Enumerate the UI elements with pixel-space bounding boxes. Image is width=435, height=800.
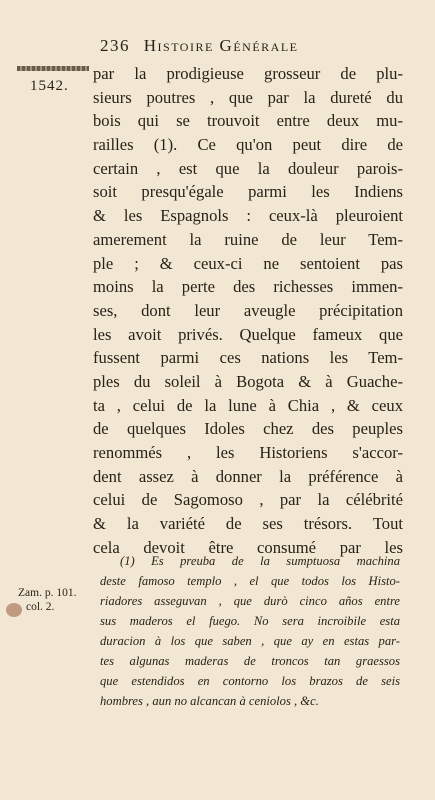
- text-line: par la prodigieuse grosseur de plu-: [93, 64, 403, 83]
- text-line: de quelques Idoles chez des peuples: [93, 419, 403, 439]
- margin-reference-line: col. 2.: [26, 601, 55, 613]
- running-title: Histoire Générale: [143, 36, 299, 55]
- text-line: dent assez à donner la préférence à: [93, 466, 403, 486]
- text-line: sieurs poutres , que par la dureté du: [93, 87, 403, 107]
- footnote-line: que estendidos en contorno los brazos de seis: [100, 674, 400, 688]
- text-line: fussent parmi ces nations les Tem-: [93, 348, 403, 368]
- footnote-line: sus maderos el fuego. No sera incroibile esta: [100, 614, 400, 628]
- footnote-line: hombres , aun no alcancan à ceniolos , &c.: [100, 694, 319, 708]
- text-line: bois qui se trouvoit entre deux mu-: [93, 111, 403, 131]
- text-line: ple ; & ceux-ci ne sentoient pas: [93, 253, 403, 273]
- text-line: soit presqu'égale parmi les Indiens: [93, 182, 403, 202]
- text-line: ta , celui de la lune à Chia , & ceux: [93, 395, 403, 415]
- margin-ornament: [17, 66, 89, 71]
- text-line: les avoit privés. Quelque fameux que: [93, 324, 403, 344]
- text-line: renommés , les Historiens s'accor-: [93, 443, 403, 462]
- footnote: [100, 551, 400, 711]
- margin-year: 1542.: [30, 78, 69, 94]
- margin-reference-line: Zam. p. 101.: [18, 587, 77, 599]
- page-number: 236: [100, 36, 130, 55]
- running-header: [100, 36, 400, 56]
- text-line: railles (1). Ce qu'on peut dire de: [93, 135, 403, 155]
- text-line: certain , est que la douleur parois-: [93, 158, 403, 178]
- text-line: celui de Sagomoso , par la célébrité: [93, 490, 403, 510]
- text-line: moins la perte des richesses immen-: [93, 277, 403, 297]
- margin-reference: [18, 586, 76, 614]
- footnote-line: duracion à los que saben , que ay en estas par-: [100, 634, 400, 648]
- main-text: [93, 62, 403, 559]
- text-line: ples du soleil à Bogota & à Guache-: [93, 371, 403, 391]
- footnote-line: (1) Es preuba de la sumptuosa machina: [120, 554, 400, 568]
- text-line: & la variété de ses trésors. Tout: [93, 514, 403, 534]
- text-line: & les Espagnols : ceux-là pleuroient: [93, 206, 403, 226]
- text-line: ses, dont leur aveugle précipitation: [93, 300, 403, 320]
- text-line: amerement la ruine de leur Tem-: [93, 229, 403, 249]
- footnote-line: deste famoso templo , el que todos los Histo-: [100, 574, 400, 588]
- footnote-line: tes algunas maderas de troncos tan graessos: [100, 654, 400, 668]
- footnote-line: riadores asseguvan , que durò cinco años entre: [100, 594, 400, 608]
- text-line: cela devoit être consumé par les: [93, 537, 403, 557]
- ink-stain: [6, 603, 22, 617]
